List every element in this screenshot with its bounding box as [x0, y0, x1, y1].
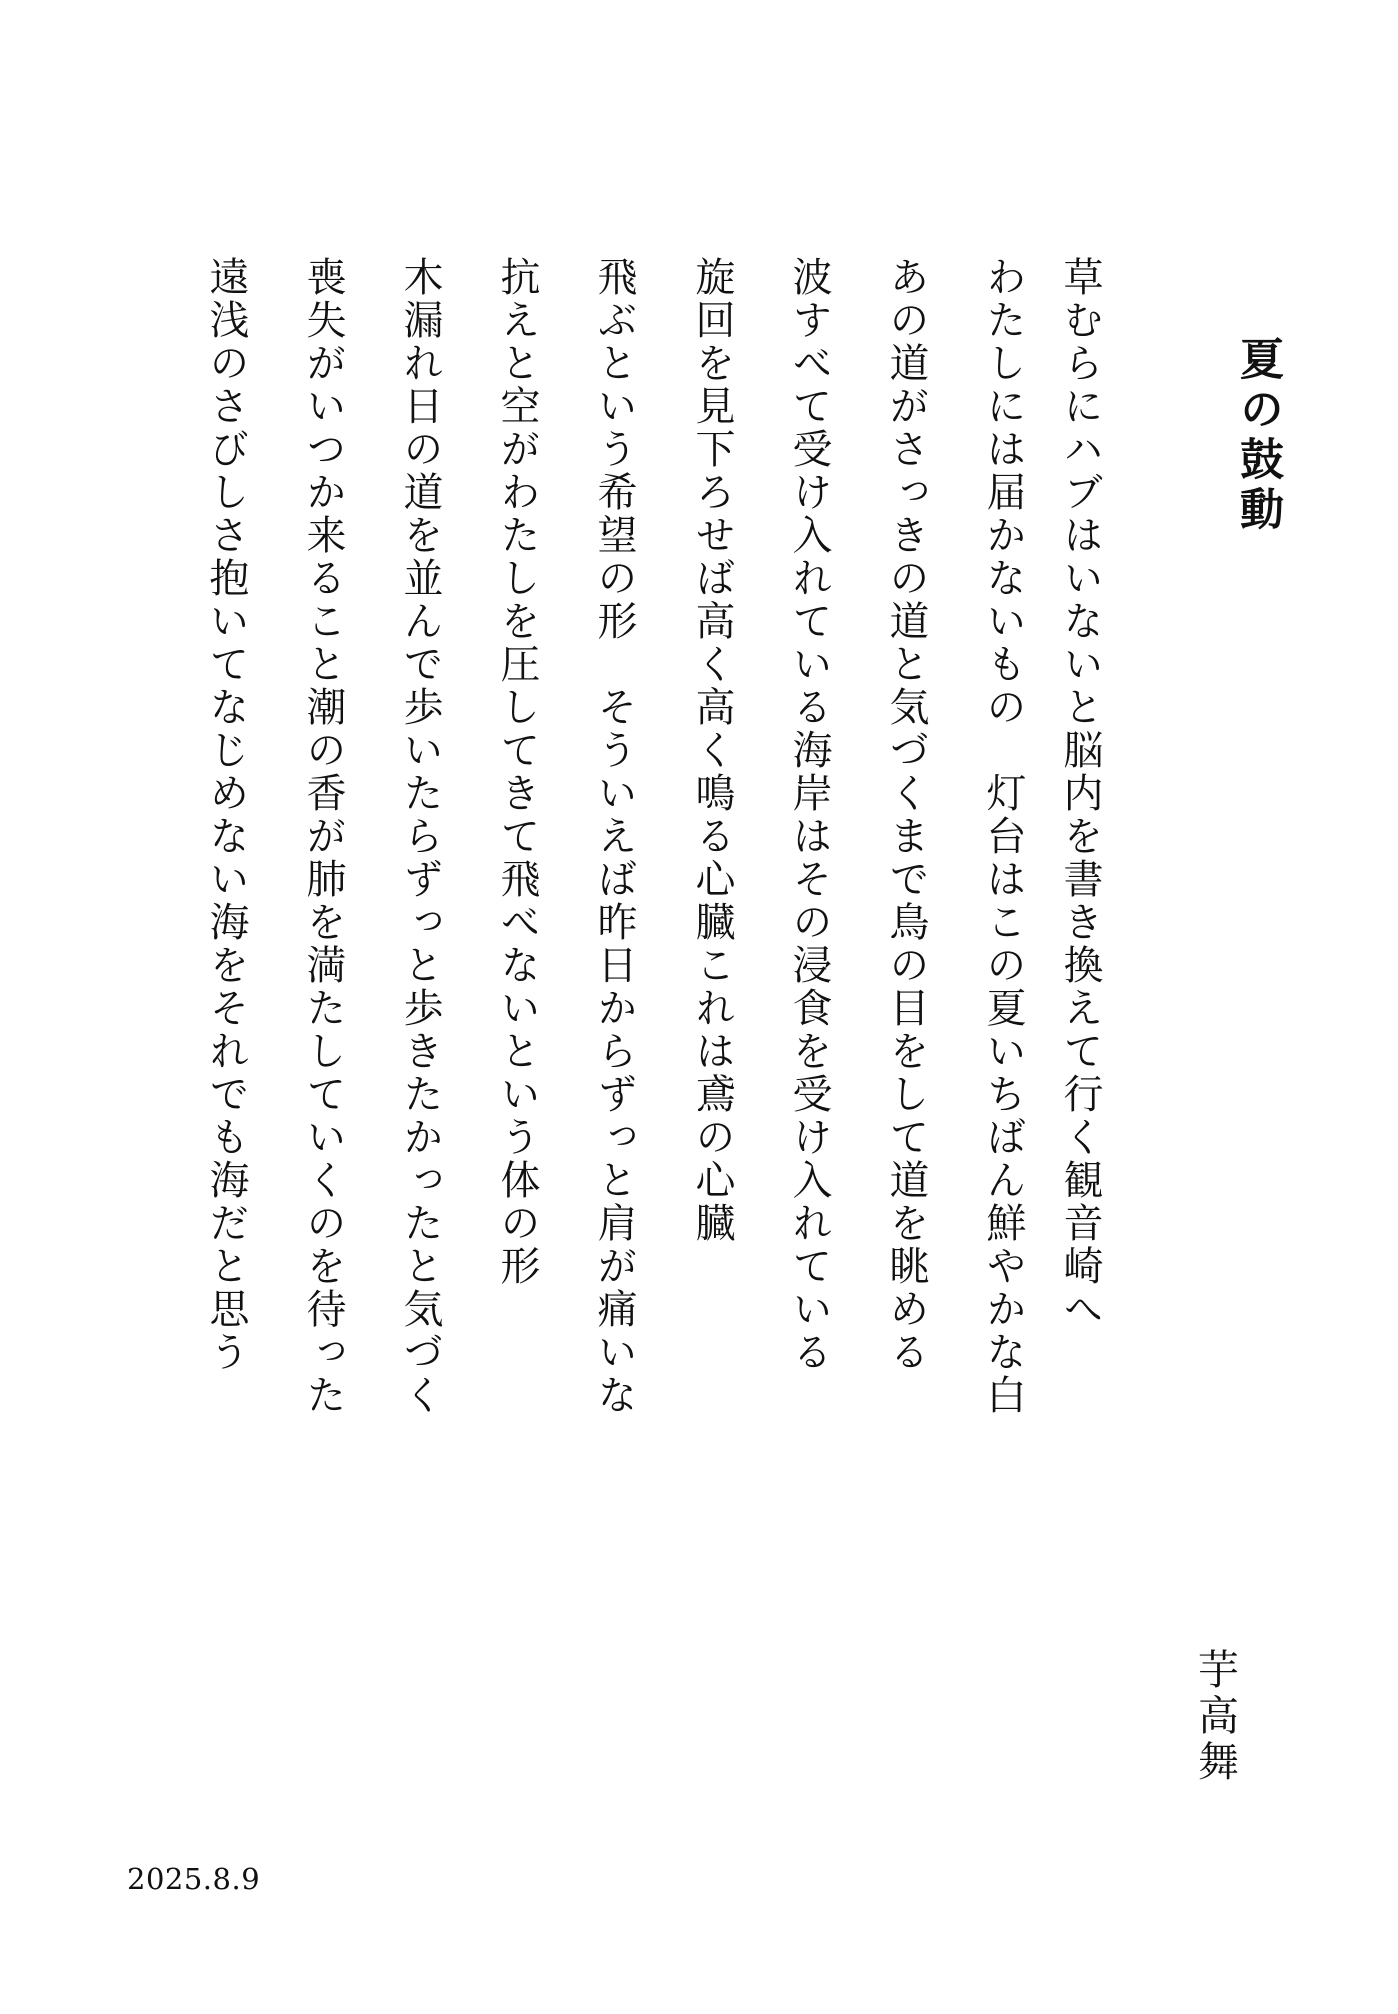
poem-title: 夏の鼓動 [1232, 336, 1283, 536]
poem-line-6: 飛ぶという希望の形 そういえば昨日からずっと肩が痛いな [591, 256, 637, 1417]
poem-line-4: 波すべて受け入れている海岸はその浸食を受け入れている [786, 256, 832, 1374]
poem-date: 2025.8.9 [127, 1862, 261, 1896]
poem-line-5: 旋回を見下ろせば高く高く鳴る心臓これは鳶の心臓 [689, 256, 735, 1245]
poem-line-3: あの道がさっきの道と気づくまで鳥の目をして道を眺める [883, 256, 929, 1374]
poem-line-1: 草むらにハブはいないと脳内を書き換えて行く観音崎へ [1057, 256, 1103, 1331]
poem-line-7: 抗えと空がわたしを圧してきて飛べないという体の形 [494, 256, 540, 1288]
poem-line-9: 喪失がいつか来ること潮の香が肺を満たしていくのを待った [300, 256, 346, 1417]
poem-line-10: 遠浅のさびしさ抱いてなじめない海をそれでも海だと思う [203, 256, 249, 1374]
author-name: 芋高舞 [1191, 1648, 1239, 1786]
poem-line-2: わたしには届かないもの 灯台はこの夏いちばん鮮やかな白 [980, 256, 1026, 1417]
poem-line-8: 木漏れ日の道を並んで歩いたらずっと歩きたかったと気づく [397, 256, 443, 1417]
